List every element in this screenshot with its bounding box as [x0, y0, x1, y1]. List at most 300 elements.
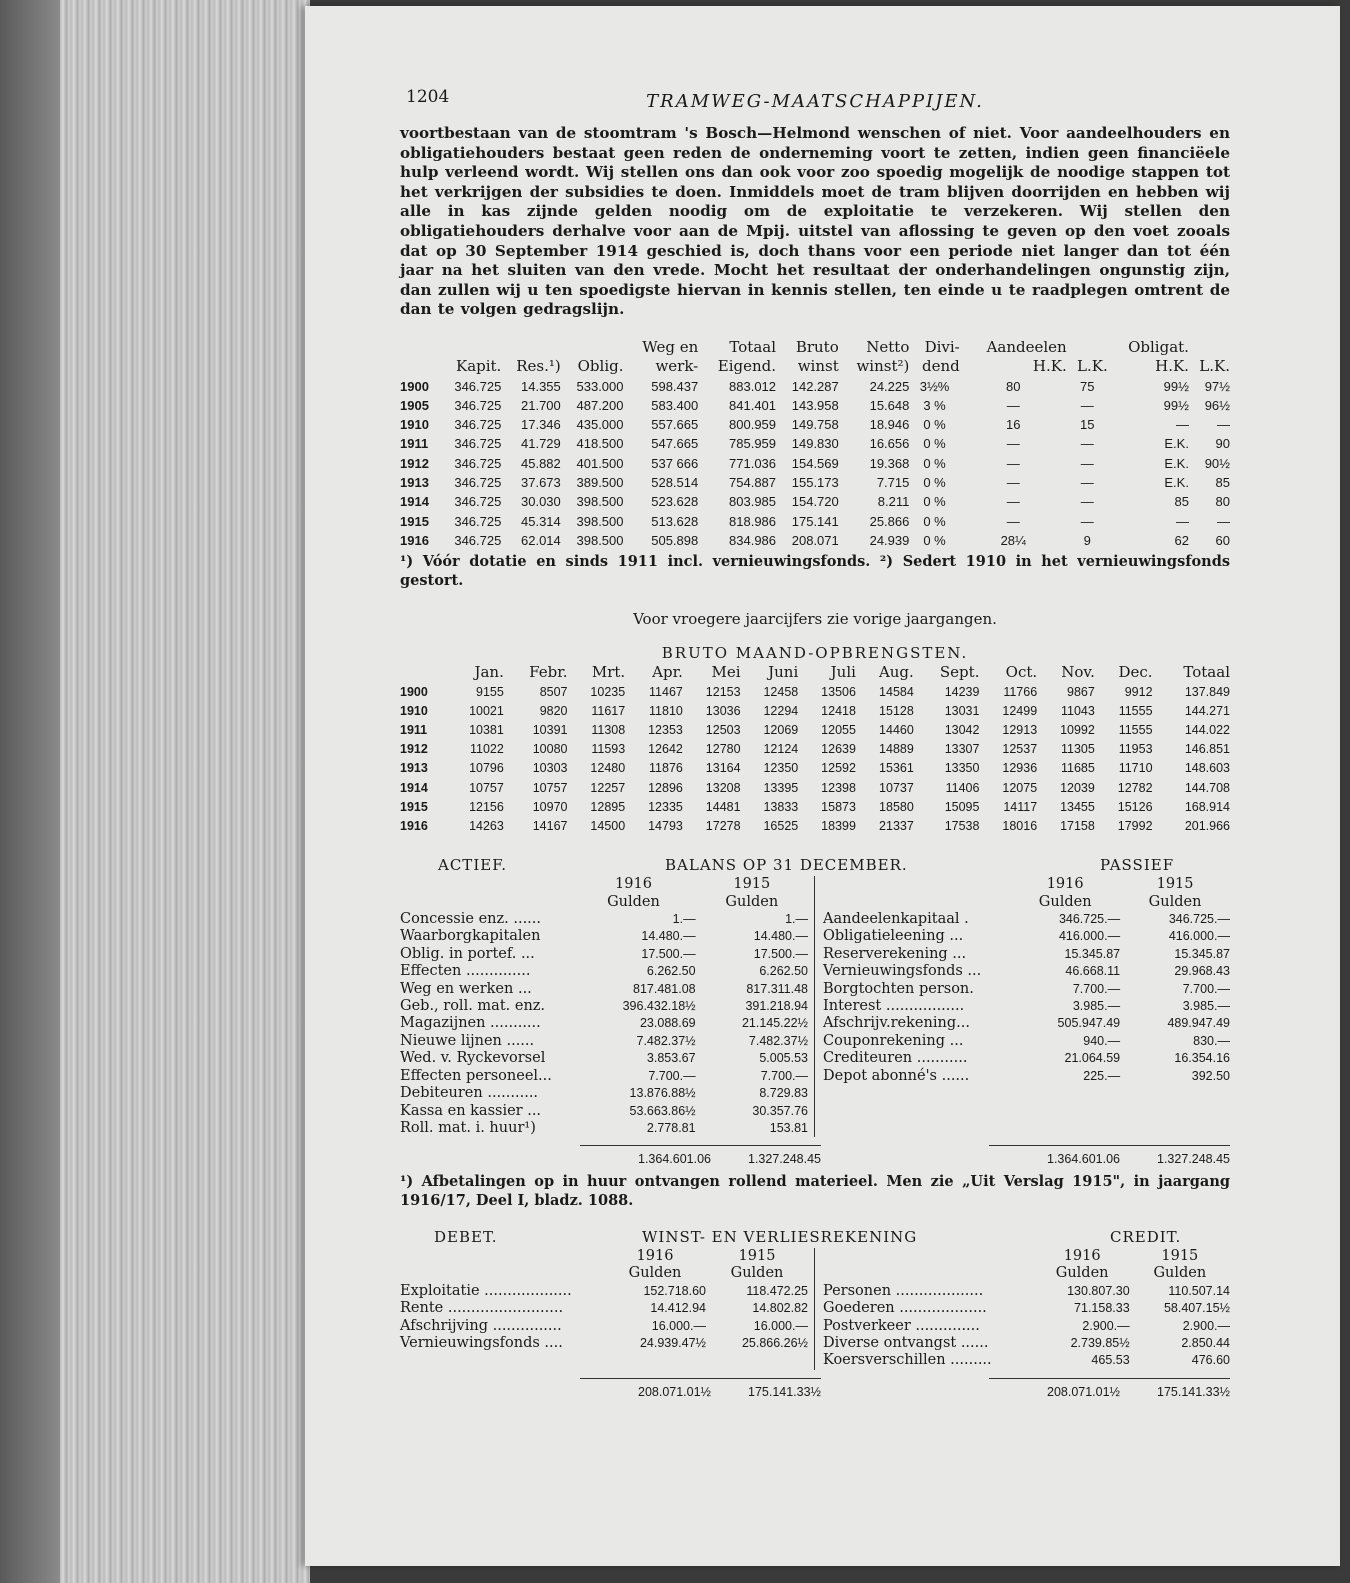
kapitaal-cell: 818.986	[729, 513, 777, 529]
bruto-cell: 12069	[763, 723, 799, 737]
kapitaal-cell: 841.401	[729, 397, 777, 413]
credit-cell: 2.900.—	[1182, 1318, 1230, 1333]
actief-cell: Debiteuren ...........	[400, 1085, 539, 1102]
passief-cell: 392.50	[1191, 1068, 1230, 1083]
bruto-cell: 14460	[879, 723, 914, 737]
bruto-cell: 18016	[1002, 819, 1038, 834]
bruto-cell: 11710	[1118, 761, 1153, 776]
kapitaal-row	[400, 512, 1230, 531]
kapitaal-cell: 96½	[1204, 397, 1230, 413]
bruto-cell: 14167	[532, 819, 568, 834]
debet-total-1915: 175.141.33½	[748, 1384, 821, 1399]
kapitaal-header2-col-9: H.K.	[1032, 357, 1067, 376]
passief-cell: Obligatieleening ...	[823, 928, 964, 945]
bruto-header-col-1: Jan.	[474, 663, 504, 682]
kapitaal-cell: 143.958	[791, 397, 839, 413]
kapitaal-cell: 346.725	[454, 494, 502, 510]
actief-cell: 23.088.69	[639, 1016, 696, 1031]
kapitaal-cell: —	[1006, 475, 1020, 491]
debet-cell: 24.939.47½	[639, 1335, 706, 1350]
passief-cell: 7.700.—	[1072, 981, 1121, 996]
kapitaal-cell: 1913	[400, 475, 429, 491]
kapitaal-cell: —	[1080, 475, 1094, 491]
kapitaal-cell: 3 %	[923, 397, 946, 413]
bruto-cell: 14481	[705, 799, 741, 814]
debet-year-1916: 1916	[636, 1247, 674, 1264]
credit-cell: 2.850.44	[1181, 1335, 1230, 1350]
actief-row	[400, 928, 808, 945]
bruto-header-col-3: Mrt.	[591, 663, 626, 682]
kapitaal-cell: 25.866	[869, 513, 910, 529]
bruto-cell: 13833	[763, 799, 799, 814]
bruto-cell: 12124	[763, 742, 799, 757]
bruto-cell: 1900	[400, 684, 428, 699]
passief-year-1915: 1915	[1156, 876, 1194, 893]
kapitaal-cell: 754.887	[729, 475, 777, 491]
passief-row	[823, 981, 1230, 998]
bruto-cell: 146.851	[1184, 742, 1230, 757]
kapitaal-cell: 75	[1079, 378, 1095, 394]
intro-paragraph: voortbestaan van de stoomtram 's Bosch—Helmond wenschen of niet. Voor aandeelhouders en obligatiehouders bestaat geen reden de onderneming voort te zetten, indien geen financiëele hulp verleend wordt. Wij stellen ons dan ook voor zoo spoedig mogelijk de noodige stappen tot het verkrijgen der subsidies te doen. Inmiddels moet de tram blijven doorrijden en hebben wij alle in kas zijnde gelden noodig om de exploitatie te verzekeren. Wij stellen den obligatiehouders derhalve voor aan de Mpij. uitstel van aflossing te geven op den voet zooals dat op 30 September 1914 geschied is, doch thans voor een periode niet langer dan tot één jaar na het sluiten van den vrede. Mocht het resultaat der onderhandelingen ongunstig zijn, dan zullen wij u ten spoedigste hiervan in kennis stellen, ten einde u te raadplegen omtrent de dan te volgen gedragslijn.	[400, 124, 1230, 319]
bruto-cell: 11022	[470, 742, 504, 757]
passief-cell: Vernieuwingsfonds ...	[823, 963, 982, 980]
passief-row	[823, 963, 1230, 980]
credit-cell: 130.807.30	[1067, 1283, 1130, 1298]
credit-cell: 110.507.14	[1168, 1283, 1230, 1298]
actief-cell: 5.005.53	[759, 1051, 808, 1066]
actief-cell: Roll. mat. i. huur¹)	[400, 1119, 536, 1136]
actief-row	[400, 963, 808, 980]
actief-row	[400, 1033, 808, 1050]
kapitaal-cell: 0 %	[923, 494, 946, 510]
kapitaal-body	[400, 377, 1230, 551]
kapitaal-cell: 389.500	[576, 475, 624, 491]
debet-row	[400, 1335, 808, 1352]
bruto-cell: 17158	[1060, 819, 1095, 834]
bruto-row	[400, 740, 1230, 759]
bruto-cell: 11766	[1003, 684, 1038, 699]
bruto-cell: 17538	[944, 819, 980, 834]
kapitaal-cell: 1900	[400, 378, 429, 394]
balans-section	[400, 856, 1230, 1210]
kapitaal-header1-col-5: Totaal	[729, 337, 777, 356]
bruto-row	[400, 702, 1230, 721]
actief-row	[400, 998, 808, 1015]
bruto-cell: 12153	[705, 684, 741, 699]
bruto-header-col-8: Aug.	[878, 663, 914, 682]
kapitaal-cell: 85	[1174, 494, 1189, 510]
passief-cell: 15.345.87	[1064, 946, 1121, 961]
kapitaal-cell: 1916	[400, 532, 429, 548]
kapitaal-header2-col-8: dend	[922, 357, 960, 376]
kapitaal-cell: 834.986	[729, 532, 777, 548]
kapitaal-header1-col-4: Weg en	[642, 337, 699, 356]
kapitaal-header1-col-9: Aandeelen	[986, 337, 1067, 356]
actief-cell: Effecten personeel...	[400, 1067, 552, 1084]
bruto-cell: 18580	[879, 799, 914, 814]
actief-cell: Nieuwe lijnen ......	[400, 1032, 535, 1049]
bruto-cell: 18399	[821, 819, 856, 834]
actief-cell: 391.218.94	[745, 999, 808, 1014]
actief-cell: Kassa en kassier ...	[400, 1102, 542, 1119]
bruto-cell: 10381	[469, 723, 504, 737]
kapitaal-cell: —	[1217, 513, 1230, 529]
debet-cell: 14.412.94	[650, 1301, 706, 1316]
kapitaal-cell: 1910	[400, 417, 429, 433]
bruto-cell: 9867	[1067, 684, 1095, 699]
bruto-row	[400, 779, 1230, 798]
kapitaal-cell: 155.173	[791, 475, 839, 491]
actief-row	[400, 1085, 808, 1102]
credit-body	[823, 1283, 1230, 1370]
passief-cell: 29.968.43	[1174, 964, 1230, 979]
actief-row	[400, 1050, 808, 1067]
kapitaal-cell: —	[1006, 436, 1020, 452]
bruto-cell: 14117	[1003, 799, 1038, 814]
passief-cell: 15.345.87	[1174, 946, 1230, 961]
actief-cell: Effecten ..............	[400, 963, 531, 980]
book-spine-shadow	[0, 0, 60, 1583]
actief-row	[400, 1103, 808, 1120]
kapitaal-cell: E.K.	[1164, 455, 1189, 471]
bruto-cell: 10391	[532, 723, 568, 737]
actief-side	[400, 876, 815, 1137]
passief-row	[823, 1050, 1230, 1067]
kapitaal-cell: E.K.	[1164, 475, 1189, 491]
balans-totals	[400, 1145, 1230, 1170]
kapitaal-cell: 154.720	[791, 494, 839, 510]
kapitaal-cell: 1914	[400, 494, 429, 510]
credit-cell: 476.60	[1191, 1353, 1230, 1368]
debet-cell: 118.472.25	[746, 1283, 808, 1298]
bruto-cell: 16525	[763, 819, 799, 834]
kapitaal-cell: 3½%	[919, 378, 950, 394]
passief-cell: Reserverekening ...	[823, 945, 967, 962]
bruto-cell: 1911	[400, 723, 428, 737]
bruto-cell: 1913	[400, 761, 428, 776]
kapitaal-cell: 557.665	[651, 417, 699, 433]
actief-year-row	[400, 876, 808, 893]
kapitaal-header2-col-11: H.K.	[1155, 357, 1189, 376]
kapitaal-cell: 80	[1006, 378, 1021, 394]
kapitaal-cell: 99½	[1163, 397, 1189, 413]
bruto-cell: 15361	[879, 761, 914, 776]
actief-cell: 817.311.48	[746, 981, 808, 996]
bruto-cell: 137.849	[1184, 684, 1230, 699]
debet-cell: Vernieuwingsfonds ....	[400, 1334, 563, 1351]
kapitaal-row	[400, 454, 1230, 473]
kapitaal-header1-col-3	[561, 338, 624, 357]
actief-unit-row	[400, 894, 808, 911]
actief-unit-1915: Gulden	[725, 893, 779, 910]
passief-row	[823, 1068, 1230, 1085]
credit-cell: 58.407.15½	[1163, 1301, 1230, 1316]
kapitaal-cell: 16	[1006, 417, 1021, 433]
kapitaal-cell: 208.071	[791, 532, 839, 548]
bruto-cell: 10757	[469, 780, 504, 795]
kapitaal-cell: —	[1006, 494, 1020, 510]
actief-cell: 6.262.50	[759, 964, 808, 979]
page-content	[400, 84, 1230, 1402]
kapitaal-cell: 598.437	[651, 378, 699, 394]
bruto-cell: 9155	[476, 684, 504, 699]
debet-row	[400, 1283, 808, 1300]
bruto-cell: 14263	[469, 819, 504, 834]
kapitaal-header1-col-0	[400, 338, 439, 357]
bruto-header-col-4: Apr.	[652, 663, 683, 682]
passief-row	[823, 946, 1230, 963]
kapitaal-cell: —	[1175, 417, 1189, 433]
kapitaal-cell: 346.725	[454, 417, 502, 433]
bruto-cell: 14889	[879, 742, 914, 757]
bruto-cell: 12480	[590, 761, 626, 776]
bruto-cell: 15873	[821, 799, 856, 814]
actief-cell: 17.500.—	[641, 946, 696, 961]
winst-section	[400, 1228, 1230, 1402]
kapitaal-cell: 60	[1215, 532, 1230, 548]
kapitaal-cell: 533.000	[576, 378, 624, 394]
passief-year-row	[823, 876, 1230, 893]
actief-cell: 53.663.86½	[629, 1103, 696, 1118]
bruto-cell: 1912	[400, 742, 428, 757]
bruto-cell: 8507	[539, 684, 568, 699]
kapitaal-header2-col-3: Oblig.	[577, 357, 624, 376]
bruto-cell: 12353	[648, 723, 683, 737]
bruto-cell: 21337	[879, 819, 914, 834]
kapitaal-cell: 8.211	[877, 494, 910, 510]
kapitaal-cell: 41.729	[521, 436, 561, 452]
bruto-cell: 13036	[705, 703, 741, 718]
kapitaal-cell: 346.725	[454, 378, 502, 394]
debet-total-1916: 208.071.01½	[638, 1384, 711, 1399]
actief-heading: ACTIEF.	[438, 856, 508, 875]
bruto-cell: 10303	[532, 761, 568, 776]
bruto-cell: 17278	[705, 819, 741, 834]
credit-year-1915: 1915	[1161, 1247, 1199, 1264]
passief-year-1916: 1916	[1046, 876, 1084, 893]
passief-cell: 3.985.—	[1072, 999, 1121, 1014]
debet-unit-1915: Gulden	[730, 1265, 784, 1282]
passief-row	[823, 1015, 1230, 1032]
bruto-cell: 12156	[469, 799, 504, 814]
kapitaal-cell: 18.946	[869, 417, 910, 433]
bruto-cell: 13208	[705, 780, 741, 795]
bruto-cell: 13307	[944, 742, 980, 757]
page-number: 1204	[406, 87, 450, 107]
bruto-cell: 144.022	[1184, 723, 1230, 737]
credit-cell: Personen ...................	[823, 1282, 984, 1299]
debet-cell: Exploitatie ...................	[400, 1282, 572, 1299]
passief-body	[823, 911, 1230, 1085]
bruto-cell: 11876	[649, 761, 683, 776]
credit-row	[823, 1352, 1230, 1369]
bruto-cell: 13350	[944, 761, 980, 776]
passief-cell: 21.064.59	[1064, 1051, 1121, 1066]
kapitaal-cell: 97½	[1204, 378, 1230, 394]
credit-cell: 2.739.85½	[1070, 1335, 1130, 1350]
actief-cell: 7.700.—	[648, 1068, 696, 1083]
actief-row	[400, 1015, 808, 1032]
passief-unit-1916: Gulden	[1038, 893, 1092, 910]
passief-table	[823, 876, 1230, 1085]
passief-cell: 416.000.—	[1058, 929, 1121, 944]
kapitaal-row	[400, 492, 1230, 511]
bruto-cell: 12895	[590, 799, 626, 814]
kapitaal-cell: E.K.	[1164, 436, 1189, 452]
bruto-cell: 12039	[1060, 780, 1095, 795]
kapitaal-cell: 0 %	[923, 475, 946, 491]
passief-row	[823, 911, 1230, 928]
kapitaal-cell: 505.898	[651, 532, 699, 548]
kapitaal-cell: 149.830	[791, 436, 839, 452]
bruto-header-col-11: Nov.	[1061, 663, 1095, 682]
kapitaal-cell: 346.725	[454, 513, 502, 529]
bruto-row	[400, 817, 1230, 836]
passief-row	[823, 1033, 1230, 1050]
passief-cell: 489.947.49	[1167, 1016, 1230, 1031]
earlier-years-note: Voor vroegere jaarcijfers zie vorige jaargangen.	[633, 610, 997, 629]
kapitaal-cell: 800.959	[729, 417, 777, 433]
balans-title: BALANS OP 31 DECEMBER.	[665, 856, 908, 875]
kapitaal-cell: 398.500	[576, 494, 624, 510]
actief-cell: 1.—	[672, 912, 696, 927]
passief-unit-1915: Gulden	[1148, 893, 1202, 910]
actief-cell: 14.480.—	[753, 929, 808, 944]
bruto-cell: 10757	[532, 780, 568, 795]
bruto-cell: 12780	[705, 742, 741, 757]
kapitaal-cell: 0 %	[923, 417, 946, 433]
bruto-cell: 10080	[532, 742, 568, 757]
debet-table	[400, 1248, 808, 1352]
credit-total-1915: 175.141.33½	[1157, 1384, 1230, 1399]
kapitaal-cell: 883.012	[729, 378, 777, 394]
credit-year-1916: 1916	[1063, 1247, 1101, 1264]
actief-cell: 14.480.—	[641, 929, 696, 944]
bruto-row	[400, 759, 1230, 778]
credit-cell: Diverse ontvangst ......	[823, 1334, 989, 1351]
actief-cell: 13.876.88½	[629, 1086, 696, 1101]
balans-headings	[400, 856, 1230, 876]
kapitaal-cell: 547.665	[651, 436, 699, 452]
bruto-cell: 12936	[1002, 761, 1038, 776]
actief-cell: 153.81	[769, 1120, 808, 1135]
bruto-cell: 12055	[821, 723, 856, 737]
kapitaal-cell: 0 %	[923, 532, 946, 548]
kapitaal-cell: 771.036	[729, 455, 777, 471]
passief-cell: Afschrijv.rekening...	[823, 1015, 970, 1032]
kapitaal-cell: 24.939	[869, 532, 910, 548]
bruto-table	[400, 663, 1230, 836]
kapitaal-cell: —	[1080, 494, 1094, 510]
actief-row	[400, 1120, 808, 1137]
bruto-cell: 11810	[649, 703, 683, 718]
bruto-cell: 12398	[821, 780, 856, 795]
kapitaal-cell: 398.500	[576, 532, 624, 548]
kapitaal-header1-col-2	[501, 338, 560, 357]
bruto-cell: 11617	[591, 703, 626, 718]
passief-cell: Borgtochten person.	[823, 980, 974, 997]
actief-cell: 3.853.67	[646, 1051, 696, 1066]
kapitaal-cell: 14.355	[521, 378, 561, 394]
kapitaal-cell: 583.400	[651, 397, 699, 413]
kapitaal-cell: 90	[1215, 436, 1230, 452]
passief-total-1916: 1.364.601.06	[1047, 1152, 1120, 1167]
kapitaal-cell: 19.368	[869, 455, 910, 471]
bruto-cell: 11308	[591, 723, 626, 737]
kapitaal-cell: 1905	[400, 397, 429, 413]
kapitaal-cell: 537 666	[651, 455, 699, 471]
kapitaal-header1-col-6: Bruto	[795, 337, 839, 356]
debet-heading: DEBET.	[434, 1227, 498, 1246]
bruto-header-col-12: Dec.	[1118, 663, 1153, 682]
bruto-cell: 14239	[944, 684, 980, 699]
credit-cell: Koersverschillen .........	[823, 1352, 992, 1369]
bruto-cell: 168.914	[1184, 799, 1230, 814]
actief-row	[400, 1068, 808, 1085]
kapitaal-cell: 0 %	[923, 455, 946, 471]
actief-cell: 30.357.76	[752, 1103, 808, 1118]
passief-row	[823, 998, 1230, 1015]
bruto-cell: 15128	[879, 703, 914, 718]
kapitaal-cell: 346.725	[454, 455, 502, 471]
actief-cell: 2.778.81	[646, 1120, 696, 1135]
actief-cell: Concessie enz. ......	[400, 911, 542, 928]
actief-cell: 6.262.50	[646, 964, 696, 979]
kapitaal-cell: 45.882	[521, 455, 561, 471]
credit-row	[823, 1335, 1230, 1352]
credit-row	[823, 1283, 1230, 1300]
bruto-header-col-13: Totaal	[1183, 663, 1230, 682]
credit-cell: 465.53	[1091, 1353, 1130, 1368]
kapitaal-header2-col-1: Kapit.	[455, 357, 502, 376]
bruto-body	[400, 683, 1230, 837]
debet-cell: 16.000.—	[753, 1318, 808, 1333]
actief-body	[400, 911, 808, 1137]
passief-row	[823, 928, 1230, 945]
bruto-cell: 1915	[400, 799, 428, 814]
bruto-header-col-10: Oct.	[1005, 663, 1038, 682]
passief-side	[815, 876, 1230, 1137]
kapitaal-cell: 418.500	[576, 436, 624, 452]
kapitaal-cell: 398.500	[576, 513, 624, 529]
bruto-cell: 11305	[1061, 742, 1095, 757]
bruto-cell: 12499	[1002, 703, 1038, 718]
bruto-cell: 1910	[400, 703, 428, 718]
kapitaal-row	[400, 377, 1230, 396]
bruto-cell: 10235	[590, 684, 626, 699]
kapitaal-footnote: ¹) Vóór dotatie en sinds 1911 incl. vernieuwingsfonds. ²) Sedert 1910 in het vernieuwingsfonds gestort.	[400, 553, 1230, 590]
bruto-cell: 17992	[1117, 819, 1153, 834]
credit-total-1916: 208.071.01½	[1047, 1384, 1120, 1399]
bruto-cell: 10970	[532, 799, 568, 814]
kapitaal-cell: 21.700	[521, 397, 561, 413]
kapitaal-header2-col-10: L.K.	[1077, 357, 1108, 376]
bruto-header-col-0	[400, 663, 446, 682]
bruto-cell: 12537	[1002, 742, 1038, 757]
bruto-header-row	[400, 663, 1230, 682]
kapitaal-cell: 7.715	[876, 475, 910, 491]
kapitaal-row	[400, 415, 1230, 434]
bruto-cell: 12782	[1117, 780, 1153, 795]
kapitaal-cell: 785.959	[729, 436, 777, 452]
credit-cell: Postverkeer ..............	[823, 1317, 980, 1334]
bruto-row	[400, 721, 1230, 740]
winst-headings	[400, 1228, 1230, 1248]
kapitaal-table	[400, 338, 1230, 550]
kapitaal-cell: 62	[1174, 532, 1189, 548]
passief-cell: 940.—	[1083, 1033, 1121, 1048]
bruto-cell: 11953	[1118, 742, 1153, 757]
